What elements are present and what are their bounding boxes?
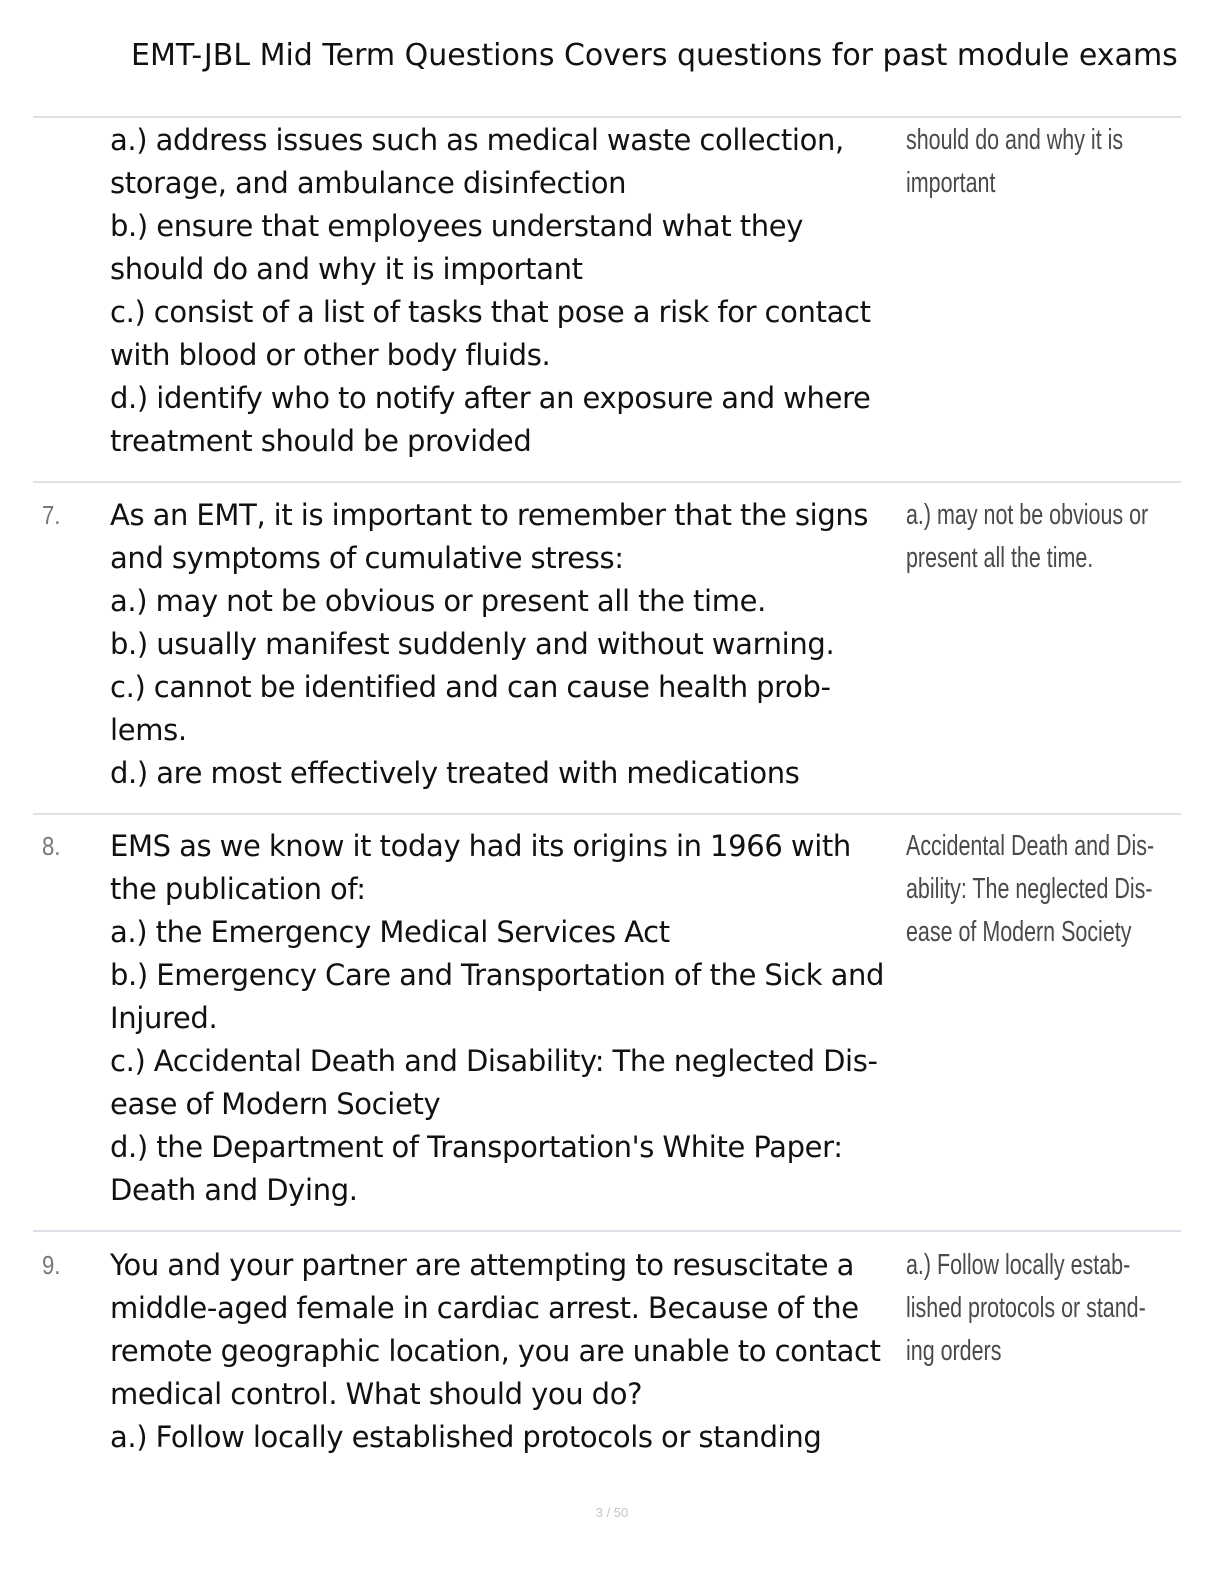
answer-line: a.) may not be obvious or [906,499,1149,531]
question-number: 9. [42,1250,61,1280]
question-line: c.) Accidental Death and Disability: The neglected Dis- [110,1044,878,1078]
question-line: Death and Dying. [110,1173,358,1207]
question-line: d.) are most effectively treated with medications [110,756,800,790]
question-line: storage, and ambulance disinfection [110,166,627,200]
question-line: c.) consist of a list of tasks that pose a risk for contact [110,295,871,329]
answer-line: a.) Follow locally estab- [906,1249,1131,1281]
answer-line: ing orders [906,1335,1002,1367]
divider [33,1230,1181,1232]
answer-line: important [906,167,996,199]
divider [33,481,1181,483]
answer-text [906,825,1196,954]
question-number: 8. [42,831,61,861]
question-line: As an EMT, it is important to remember that the signs [110,498,869,532]
divider [33,116,1181,118]
answer-line: Accidental Death and Dis- [906,830,1155,862]
answer-text [906,494,1196,580]
question-line: treatment should be provided [110,424,532,458]
question-line: b.) usually manifest suddenly and without warning. [110,627,835,661]
divider [33,813,1181,815]
answer-line: ease of Modern Society [906,916,1132,948]
question-line: middle-aged female in cardiac arrest. Because of the [110,1291,859,1325]
question-line: b.) ensure that employees understand what they [110,209,804,243]
answer-text [906,1244,1196,1373]
question-line: with blood or other body fluids. [110,338,551,372]
question-line: You and your partner are attempting to resuscitate a [110,1248,855,1282]
question-line: Injured. [110,1001,218,1035]
page-indicator: 3 / 50 [595,1505,629,1520]
question-line: a.) the Emergency Medical Services Act [110,915,670,949]
question-line: c.) cannot be identified and can cause health prob- [110,670,831,704]
question-line: a.) address issues such as medical waste collection, [110,123,844,157]
answer-line: should do and why it is [906,124,1124,156]
answer-line: present all the time. [906,542,1094,574]
question-line: should do and why it is important [110,252,583,286]
question-line: remote geographic location, you are unable to contact [110,1334,881,1368]
question-number: 7. [42,500,61,530]
answer-line: ability: The neglected Dis- [906,873,1153,905]
question-text [110,1244,900,1459]
question-text [110,825,900,1212]
question-line: a.) may not be obvious or present all the time. [110,584,766,618]
question-text [110,119,900,463]
question-line: d.) identify who to notify after an exposure and where [110,381,871,415]
question-line: a.) Follow locally established protocols or standing [110,1420,822,1454]
question-line: d.) the Department of Transportation's White Paper: [110,1130,843,1164]
question-line: lems. [110,713,187,747]
question-line: the publication of: [110,872,366,906]
answer-line: lished protocols or stand- [906,1292,1146,1324]
question-line: and symptoms of cumulative stress: [110,541,624,575]
question-line: medical control. What should you do? [110,1377,643,1411]
question-line: ease of Modern Society [110,1087,441,1121]
page-title: EMT-JBL Mid Term Questions Covers questions for past module exams [131,38,1178,73]
question-line: EMS as we know it today had its origins in 1966 with [110,829,851,863]
question-text [110,494,900,795]
answer-text [906,119,1196,205]
question-line: b.) Emergency Care and Transportation of the Sick and [110,958,885,992]
